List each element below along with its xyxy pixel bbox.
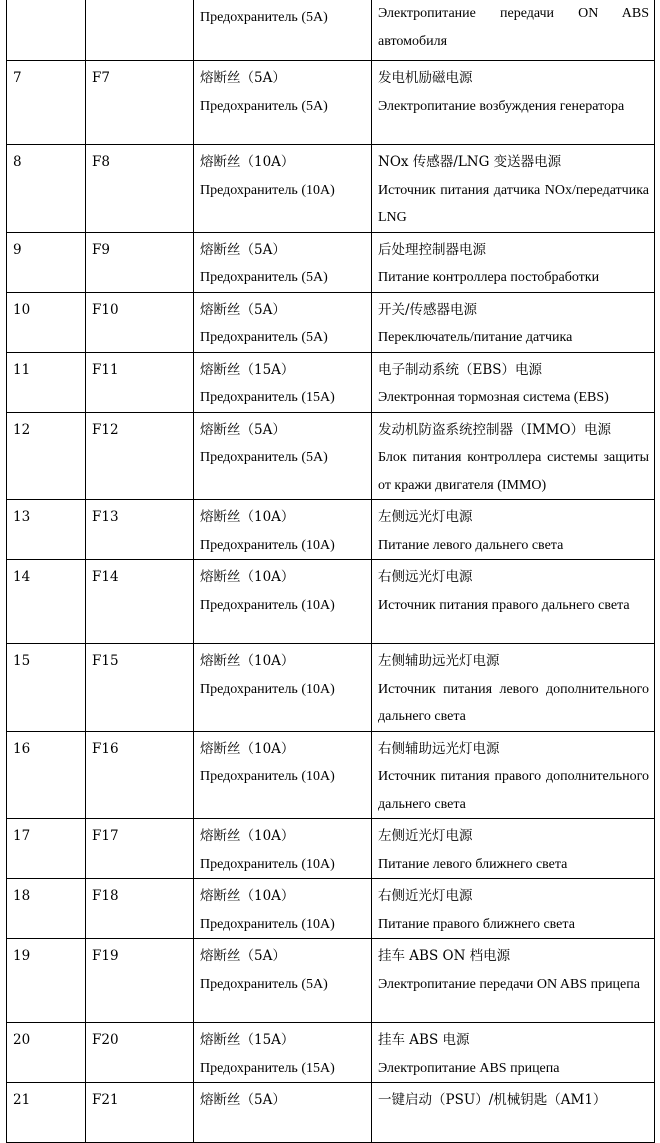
table-row bbox=[7, 412, 655, 500]
table-row bbox=[7, 61, 655, 145]
fuse-rating-cell bbox=[194, 232, 372, 292]
fuse-function-cn: 左侧近光灯电源 bbox=[378, 828, 473, 844]
table-row bbox=[7, 500, 655, 560]
fuse-function-ru: Питание левого дальнего света bbox=[378, 537, 564, 553]
fuse-rating-cn: 熔断丝（5A） bbox=[200, 241, 286, 258]
fuse-function-cell bbox=[372, 412, 655, 500]
fuse-function-cell bbox=[372, 500, 655, 560]
fuse-rating-ru: Предохранитель (10A) bbox=[200, 182, 335, 198]
fuse-rating-ru: Предохранитель (5A) bbox=[200, 976, 328, 992]
row-number-cell: 17 bbox=[7, 819, 86, 879]
fuse-rating-cell bbox=[194, 352, 372, 412]
fuse-rating-cell bbox=[194, 731, 372, 819]
fuse-table bbox=[6, 0, 655, 1143]
fuse-function-ru: Источник питания правого дополнительного дальнего света bbox=[378, 769, 649, 812]
fuse-code-cell: F20 bbox=[86, 1023, 194, 1083]
fuse-function-cell bbox=[372, 879, 655, 939]
row-number-cell bbox=[7, 0, 86, 61]
fuse-code-cell: F19 bbox=[86, 939, 194, 1023]
row-number-cell: 19 bbox=[7, 939, 86, 1023]
row-number-cell: 13 bbox=[7, 500, 86, 560]
fuse-rating-cn: 熔断丝（5A） bbox=[200, 948, 286, 964]
fuse-rating-ru: Предохранитель (5A) bbox=[200, 98, 328, 114]
fuse-function-cell bbox=[372, 939, 655, 1023]
fuse-function-cn: 开关/传感器电源 bbox=[378, 301, 478, 318]
fuse-function-cn: 右侧近光灯电源 bbox=[378, 888, 473, 904]
fuse-rating-ru: Предохранитель (5A) bbox=[200, 330, 328, 345]
row-number-cell: 7 bbox=[7, 61, 86, 145]
fuse-function-ru: Питание контроллера постобработки bbox=[378, 270, 600, 285]
fuse-rating-cn: 熔断丝（5A） bbox=[200, 421, 286, 438]
fuse-rating-cell bbox=[194, 61, 372, 145]
fuse-code-cell: F15 bbox=[86, 644, 194, 732]
row-number-cell: 21 bbox=[7, 1083, 86, 1143]
row-number-cell: 8 bbox=[7, 145, 86, 233]
fuse-function-ru: Электропитание ABS прицепа bbox=[378, 1060, 560, 1076]
fuse-function-cn: 后处理控制器电源 bbox=[378, 241, 486, 258]
fuse-function-cell bbox=[372, 560, 655, 644]
fuse-rating-cn: 熔断丝（10A） bbox=[200, 569, 295, 585]
fuse-function-ru: Электропитание передачи ON ABS автомобиля bbox=[378, 6, 649, 49]
fuse-code-cell: F10 bbox=[86, 292, 194, 352]
fuse-function-cn: 挂车 ABS 电源 bbox=[378, 1032, 470, 1048]
row-number-cell: 15 bbox=[7, 644, 86, 732]
fuse-function-cell bbox=[372, 0, 655, 61]
fuse-function-ru: Блок питания контроллера системы защиты от кражи двигателя (IMMO) bbox=[378, 450, 649, 493]
fuse-function-cell bbox=[372, 292, 655, 352]
row-number-cell: 20 bbox=[7, 1023, 86, 1083]
table-row bbox=[7, 1083, 655, 1143]
fuse-function-ru: Переключатель/питание датчика bbox=[378, 330, 573, 345]
fuse-rating-ru: Предохранитель (10A) bbox=[200, 856, 335, 872]
fuse-function-ru: Электронная тормозная система (EBS) bbox=[378, 390, 609, 405]
table-row bbox=[7, 819, 655, 879]
row-number-cell: 10 bbox=[7, 292, 86, 352]
row-number-cell: 18 bbox=[7, 879, 86, 939]
fuse-rating-cn: 熔断丝（10A） bbox=[200, 828, 295, 844]
fuse-rating-cn: 熔断丝（10A） bbox=[200, 888, 295, 904]
fuse-function-ru: Электропитание возбуждения генератора bbox=[378, 98, 625, 114]
fuse-function-cell bbox=[372, 61, 655, 145]
fuse-rating-cn: 熔断丝（15A） bbox=[200, 361, 295, 378]
fuse-function-cn: 发动机防盗系统控制器（IMMO）电源 bbox=[378, 421, 612, 438]
fuse-function-ru: Питание левого ближнего света bbox=[378, 856, 568, 872]
fuse-function-cn: NOx 传感器/LNG 变送器电源 bbox=[378, 154, 562, 170]
fuse-function-ru: Источник питания правого дальнего света bbox=[378, 597, 630, 613]
fuse-code-cell bbox=[86, 0, 194, 61]
fuse-function-cell bbox=[372, 819, 655, 879]
fuse-function-cn: 一键启动（PSU）/机械钥匙（AM1） bbox=[378, 1092, 607, 1108]
table-row bbox=[7, 352, 655, 412]
fuse-rating-cell bbox=[194, 819, 372, 879]
fuse-function-cell bbox=[372, 731, 655, 819]
fuse-function-cell bbox=[372, 232, 655, 292]
fuse-rating-ru: Предохранитель (10A) bbox=[200, 681, 335, 697]
fuse-code-cell: F11 bbox=[86, 352, 194, 412]
fuse-function-cn: 挂车 ABS ON 档电源 bbox=[378, 948, 511, 964]
fuse-rating-ru: Предохранитель (15A) bbox=[200, 390, 335, 405]
table-row bbox=[7, 1023, 655, 1083]
fuse-function-cn: 右侧辅助远光灯电源 bbox=[378, 740, 500, 757]
row-number-cell: 11 bbox=[7, 352, 86, 412]
fuse-rating-ru: Предохранитель (5A) bbox=[200, 10, 328, 25]
fuse-rating-cell bbox=[194, 939, 372, 1023]
fuse-rating-cn: 熔断丝（10A） bbox=[200, 509, 295, 525]
fuse-rating-ru: Предохранитель (10A) bbox=[200, 597, 335, 613]
table-row bbox=[7, 644, 655, 732]
table-row bbox=[7, 292, 655, 352]
table-row bbox=[7, 560, 655, 644]
fuse-rating-cell bbox=[194, 1083, 372, 1143]
table-row bbox=[7, 232, 655, 292]
fuse-rating-cn: 熔断丝（15A） bbox=[200, 1032, 295, 1048]
fuse-rating-cell bbox=[194, 292, 372, 352]
fuse-rating-ru: Предохранитель (10A) bbox=[200, 537, 335, 553]
fuse-code-cell: F7 bbox=[86, 61, 194, 145]
fuse-function-ru: Питание правого ближнего света bbox=[378, 916, 575, 932]
fuse-function-ru: Источник питания датчика NOx/передатчика LNG bbox=[378, 182, 649, 225]
table-row bbox=[7, 939, 655, 1023]
fuse-function-cn: 右侧远光灯电源 bbox=[378, 569, 473, 585]
fuse-function-cell bbox=[372, 352, 655, 412]
fuse-table-body bbox=[7, 0, 655, 1143]
fuse-function-cn: 发电机励磁电源 bbox=[378, 70, 473, 86]
fuse-code-cell: F9 bbox=[86, 232, 194, 292]
fuse-rating-cell bbox=[194, 500, 372, 560]
table-row bbox=[7, 0, 655, 61]
fuse-rating-cell bbox=[194, 145, 372, 233]
fuse-rating-ru: Предохранитель (15A) bbox=[200, 1060, 335, 1076]
row-number-cell: 9 bbox=[7, 232, 86, 292]
fuse-rating-cn: 熔断丝（10A） bbox=[200, 154, 295, 170]
fuse-code-cell: F12 bbox=[86, 412, 194, 500]
fuse-rating-cn: 熔断丝（5A） bbox=[200, 301, 286, 318]
fuse-rating-ru: Предохранитель (5A) bbox=[200, 270, 328, 285]
table-row bbox=[7, 879, 655, 939]
fuse-rating-cell bbox=[194, 879, 372, 939]
fuse-function-cell bbox=[372, 145, 655, 233]
fuse-function-cell bbox=[372, 644, 655, 732]
fuse-code-cell: F16 bbox=[86, 731, 194, 819]
row-number-cell: 12 bbox=[7, 412, 86, 500]
row-number-cell: 16 bbox=[7, 731, 86, 819]
fuse-rating-cell bbox=[194, 0, 372, 61]
fuse-code-cell: F14 bbox=[86, 560, 194, 644]
fuse-rating-ru: Предохранитель (10A) bbox=[200, 916, 335, 932]
fuse-code-cell: F21 bbox=[86, 1083, 194, 1143]
fuse-function-cell bbox=[372, 1083, 655, 1143]
table-row bbox=[7, 731, 655, 819]
fuse-rating-cn: 熔断丝（10A） bbox=[200, 653, 295, 669]
fuse-rating-cell bbox=[194, 644, 372, 732]
fuse-code-cell: F18 bbox=[86, 879, 194, 939]
fuse-rating-cn: 熔断丝（5A） bbox=[200, 1092, 286, 1108]
fuse-rating-cn: 熔断丝（5A） bbox=[200, 70, 286, 86]
row-number-cell: 14 bbox=[7, 560, 86, 644]
fuse-rating-cell bbox=[194, 560, 372, 644]
fuse-function-ru: Электропитание передачи ON ABS прицепа bbox=[378, 976, 640, 992]
fuse-function-cn: 左侧辅助远光灯电源 bbox=[378, 653, 500, 669]
fuse-function-cell bbox=[372, 1023, 655, 1083]
table-row bbox=[7, 145, 655, 233]
fuse-rating-cell bbox=[194, 412, 372, 500]
fuse-rating-cn: 熔断丝（10A） bbox=[200, 740, 295, 757]
fuse-function-cn: 电子制动系统（EBS）电源 bbox=[378, 361, 543, 378]
fuse-code-cell: F13 bbox=[86, 500, 194, 560]
fuse-function-cn: 左侧远光灯电源 bbox=[378, 509, 473, 525]
fuse-code-cell: F8 bbox=[86, 145, 194, 233]
fuse-rating-cell bbox=[194, 1023, 372, 1083]
fuse-rating-ru: Предохранитель (5A) bbox=[200, 450, 328, 465]
fuse-rating-ru: Предохранитель (10A) bbox=[200, 769, 335, 784]
fuse-code-cell: F17 bbox=[86, 819, 194, 879]
fuse-function-ru: Источник питания левого дополнительного дальнего света bbox=[378, 681, 649, 724]
